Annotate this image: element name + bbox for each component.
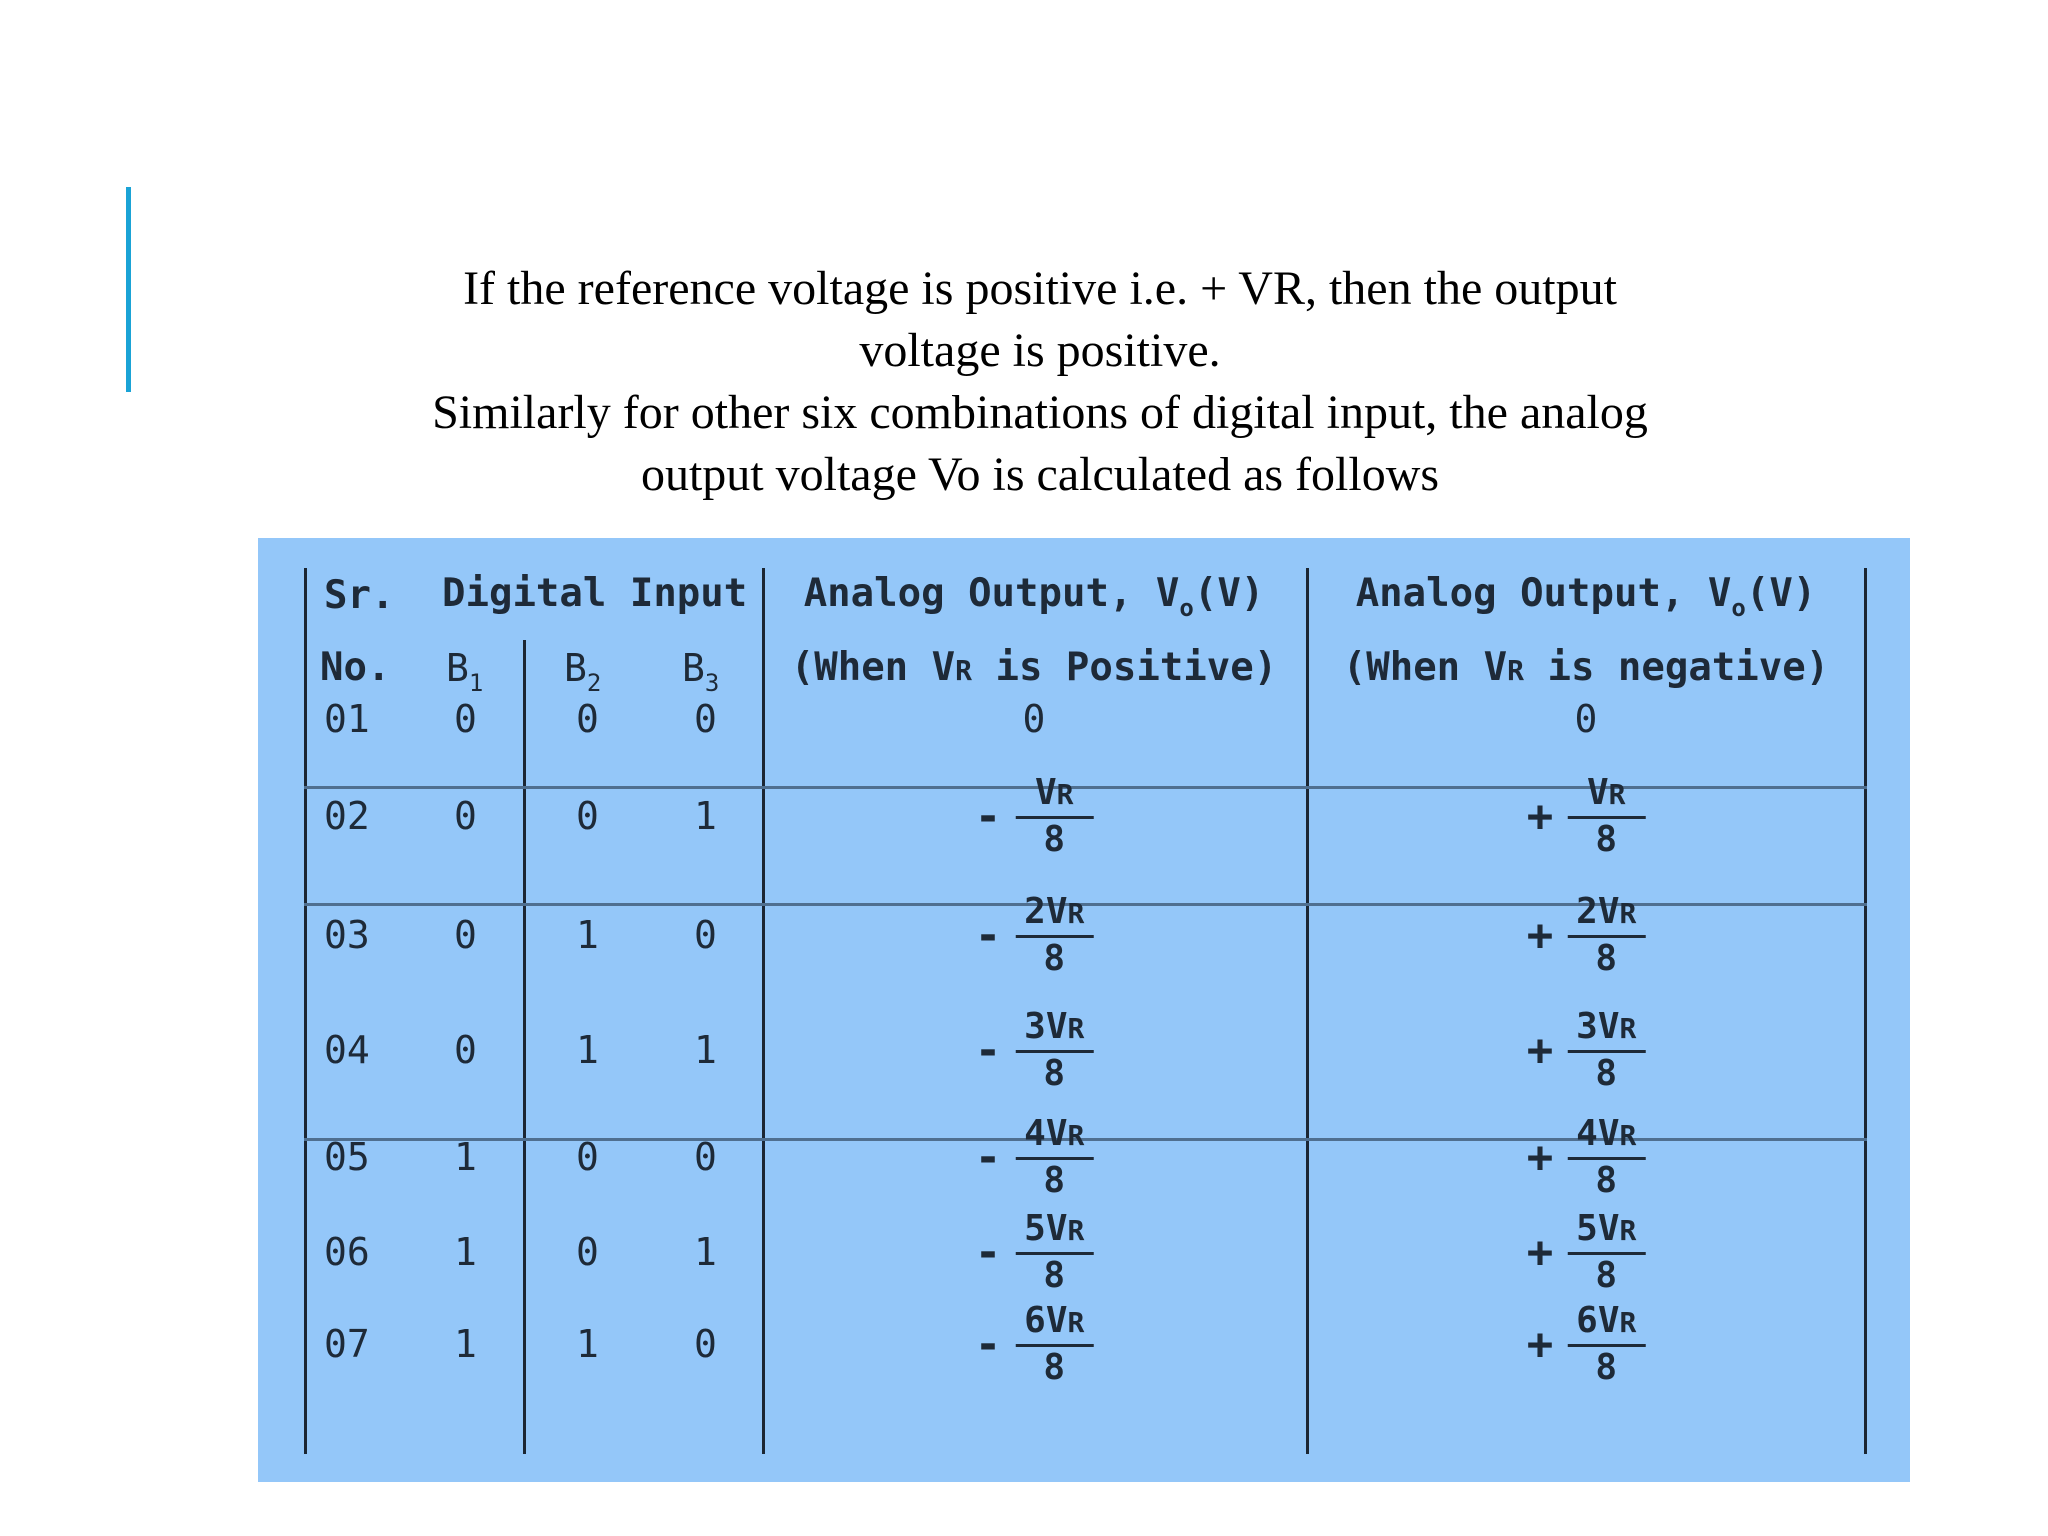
fraction-denominator: 8 — [1595, 938, 1618, 979]
header-analog-negative-line1: Analog Output, $V_o(V)$ — [1355, 571, 1817, 622]
intro-line-2: voltage is positive. — [859, 324, 1221, 377]
row-b1: 1 — [454, 1322, 477, 1366]
row-no: 07 — [324, 1322, 370, 1366]
sign: - — [974, 1318, 1002, 1370]
numerator-value: 4V — [1576, 1113, 1620, 1154]
row-b1: 0 — [454, 794, 477, 838]
numerator-value: 4V — [1024, 1113, 1068, 1154]
fraction — [1567, 1302, 1645, 1387]
analog-output-negative: 0 — [1574, 697, 1598, 741]
fraction-denominator: 8 — [1043, 1160, 1066, 1201]
fraction — [1015, 1210, 1093, 1295]
numerator-value: 3V — [1576, 1006, 1620, 1047]
analog-output-positive — [975, 1115, 1094, 1200]
table-right-border — [1864, 568, 1867, 1454]
header-b2: $B_2$ — [564, 646, 602, 697]
analog-output-negative — [1527, 1210, 1646, 1295]
sign: + — [1526, 1131, 1554, 1183]
sign: - — [974, 790, 1002, 842]
numerator-subscript: R — [1619, 897, 1637, 930]
fraction-numerator — [1024, 893, 1084, 933]
table-analog-divider — [1306, 568, 1309, 1454]
header-analog-positive-line2: (When VR is Positive) — [790, 645, 1278, 690]
row-no: 05 — [324, 1135, 370, 1179]
numerator-value: 5V — [1024, 1208, 1068, 1249]
numerator-subscript: R — [1067, 1214, 1085, 1247]
analog-output-positive — [975, 1302, 1094, 1387]
numerator-subscript: R — [1608, 778, 1626, 811]
fraction — [1567, 1210, 1645, 1295]
fraction-numerator — [1587, 774, 1626, 814]
fraction-numerator — [1576, 1115, 1636, 1155]
row-no: 03 — [324, 913, 370, 957]
numerator-value: 6V — [1576, 1300, 1620, 1341]
fraction-denominator: 8 — [1595, 1347, 1618, 1388]
row-b2: 1 — [576, 1028, 599, 1072]
numerator-subscript: R — [1619, 1214, 1637, 1247]
fraction-numerator — [1024, 1115, 1084, 1155]
sign: - — [974, 1131, 1002, 1183]
fraction-numerator — [1576, 1210, 1636, 1250]
table-b1-divider — [523, 640, 526, 1454]
numerator-value: 6V — [1024, 1300, 1068, 1341]
fraction — [1015, 1008, 1093, 1093]
numerator-value: 2V — [1576, 891, 1620, 932]
row-b2: 1 — [576, 1322, 599, 1366]
row-b1: 1 — [454, 1230, 477, 1274]
header-b1: $B_1$ — [446, 646, 484, 697]
row-b1: 0 — [454, 697, 477, 741]
sign: + — [1526, 1318, 1554, 1370]
dac-output-table — [258, 538, 1910, 1482]
fraction — [1567, 1115, 1645, 1200]
numerator-subscript: R — [1619, 1306, 1637, 1339]
analog-output-positive — [975, 1210, 1094, 1295]
fraction-numerator — [1576, 1008, 1636, 1048]
row-no: 04 — [324, 1028, 370, 1072]
numerator-subscript: R — [1067, 1306, 1085, 1339]
fraction — [1015, 774, 1093, 859]
sign: - — [974, 909, 1002, 961]
sign: + — [1526, 1226, 1554, 1278]
row-b2: 0 — [576, 794, 599, 838]
fraction-denominator: 8 — [1595, 1160, 1618, 1201]
fraction — [1015, 1302, 1093, 1387]
header-b3: $B_3$ — [682, 646, 720, 697]
fraction-denominator: 8 — [1043, 1347, 1066, 1388]
numerator-subscript: R — [1067, 1119, 1085, 1152]
numerator-subscript: R — [1067, 1012, 1085, 1045]
analog-output-negative — [1527, 1302, 1646, 1387]
row-b1: 0 — [454, 913, 477, 957]
numerator-subscript: R — [1619, 1119, 1637, 1152]
table-digital-divider — [762, 568, 765, 1454]
fraction-denominator: 8 — [1043, 1053, 1066, 1094]
fraction-denominator: 8 — [1043, 1255, 1066, 1296]
slide-accent-bar — [126, 187, 131, 392]
numerator-value: 3V — [1024, 1006, 1068, 1047]
sign: + — [1526, 909, 1554, 961]
row-no: 02 — [324, 794, 370, 838]
header-analog-negative-line2: (When VR is negative) — [1342, 645, 1830, 690]
row-b2: 1 — [576, 913, 599, 957]
row-b2: 0 — [576, 1135, 599, 1179]
fraction-numerator — [1576, 1302, 1636, 1342]
row-b2: 0 — [576, 697, 599, 741]
row-b1: 0 — [454, 1028, 477, 1072]
numerator-subscript: R — [1619, 1012, 1637, 1045]
intro-line-3: Similarly for other six combinations of digital input, the analog — [432, 386, 1648, 439]
fraction-numerator — [1035, 774, 1074, 814]
analog-output-positive — [975, 1008, 1094, 1093]
analog-output-positive: 0 — [1022, 697, 1046, 741]
header-no: No. — [320, 645, 391, 690]
fraction — [1015, 893, 1093, 978]
numerator-value: V — [1586, 772, 1609, 813]
row-b2: 0 — [576, 1230, 599, 1274]
table-left-border — [304, 568, 307, 1454]
fraction-numerator — [1576, 893, 1636, 933]
fraction-numerator — [1024, 1008, 1084, 1048]
analog-output-negative — [1527, 1008, 1646, 1093]
numerator-value: V — [1034, 772, 1057, 813]
header-digital-input: Digital Input — [442, 571, 748, 616]
fraction-numerator — [1024, 1302, 1084, 1342]
row-b3: 0 — [694, 913, 717, 957]
fraction-numerator — [1024, 1210, 1084, 1250]
analog-output-positive — [975, 774, 1094, 859]
header-sr: Sr. — [324, 573, 395, 618]
row-b3: 1 — [694, 1230, 717, 1274]
row-b3: 0 — [694, 1135, 717, 1179]
row-b1: 1 — [454, 1135, 477, 1179]
row-b3: 0 — [694, 697, 717, 741]
numerator-value: 2V — [1024, 891, 1068, 932]
row-no: 01 — [324, 697, 370, 741]
intro-text — [300, 258, 1780, 506]
row-b3: 1 — [694, 1028, 717, 1072]
intro-line-4: output voltage Vo is calculated as follows — [640, 448, 1440, 501]
analog-output-negative — [1527, 893, 1646, 978]
numerator-subscript: R — [1067, 897, 1085, 930]
analog-output-positive — [975, 893, 1094, 978]
sign: - — [974, 1226, 1002, 1278]
sign: + — [1526, 1024, 1554, 1076]
fraction — [1567, 774, 1645, 859]
analog-output-negative — [1527, 1115, 1646, 1200]
row-b3: 0 — [694, 1322, 717, 1366]
header-analog-positive-line1: Analog Output, $V_o(V)$ — [803, 571, 1265, 622]
row-no: 06 — [324, 1230, 370, 1274]
fraction-denominator: 8 — [1043, 938, 1066, 979]
fraction-denominator: 8 — [1595, 1053, 1618, 1094]
analog-output-negative — [1527, 774, 1646, 859]
intro-line-1: If the reference voltage is positive i.e. + VR, then the output — [463, 262, 1617, 315]
fraction-denominator: 8 — [1043, 819, 1066, 860]
fraction — [1567, 1008, 1645, 1093]
fraction-denominator: 8 — [1595, 1255, 1618, 1296]
fraction — [1015, 1115, 1093, 1200]
numerator-subscript: R — [1056, 778, 1074, 811]
fraction — [1567, 893, 1645, 978]
sign: + — [1526, 790, 1554, 842]
sign: - — [974, 1024, 1002, 1076]
fraction-denominator: 8 — [1595, 819, 1618, 860]
row-b3: 1 — [694, 794, 717, 838]
numerator-value: 5V — [1576, 1208, 1620, 1249]
